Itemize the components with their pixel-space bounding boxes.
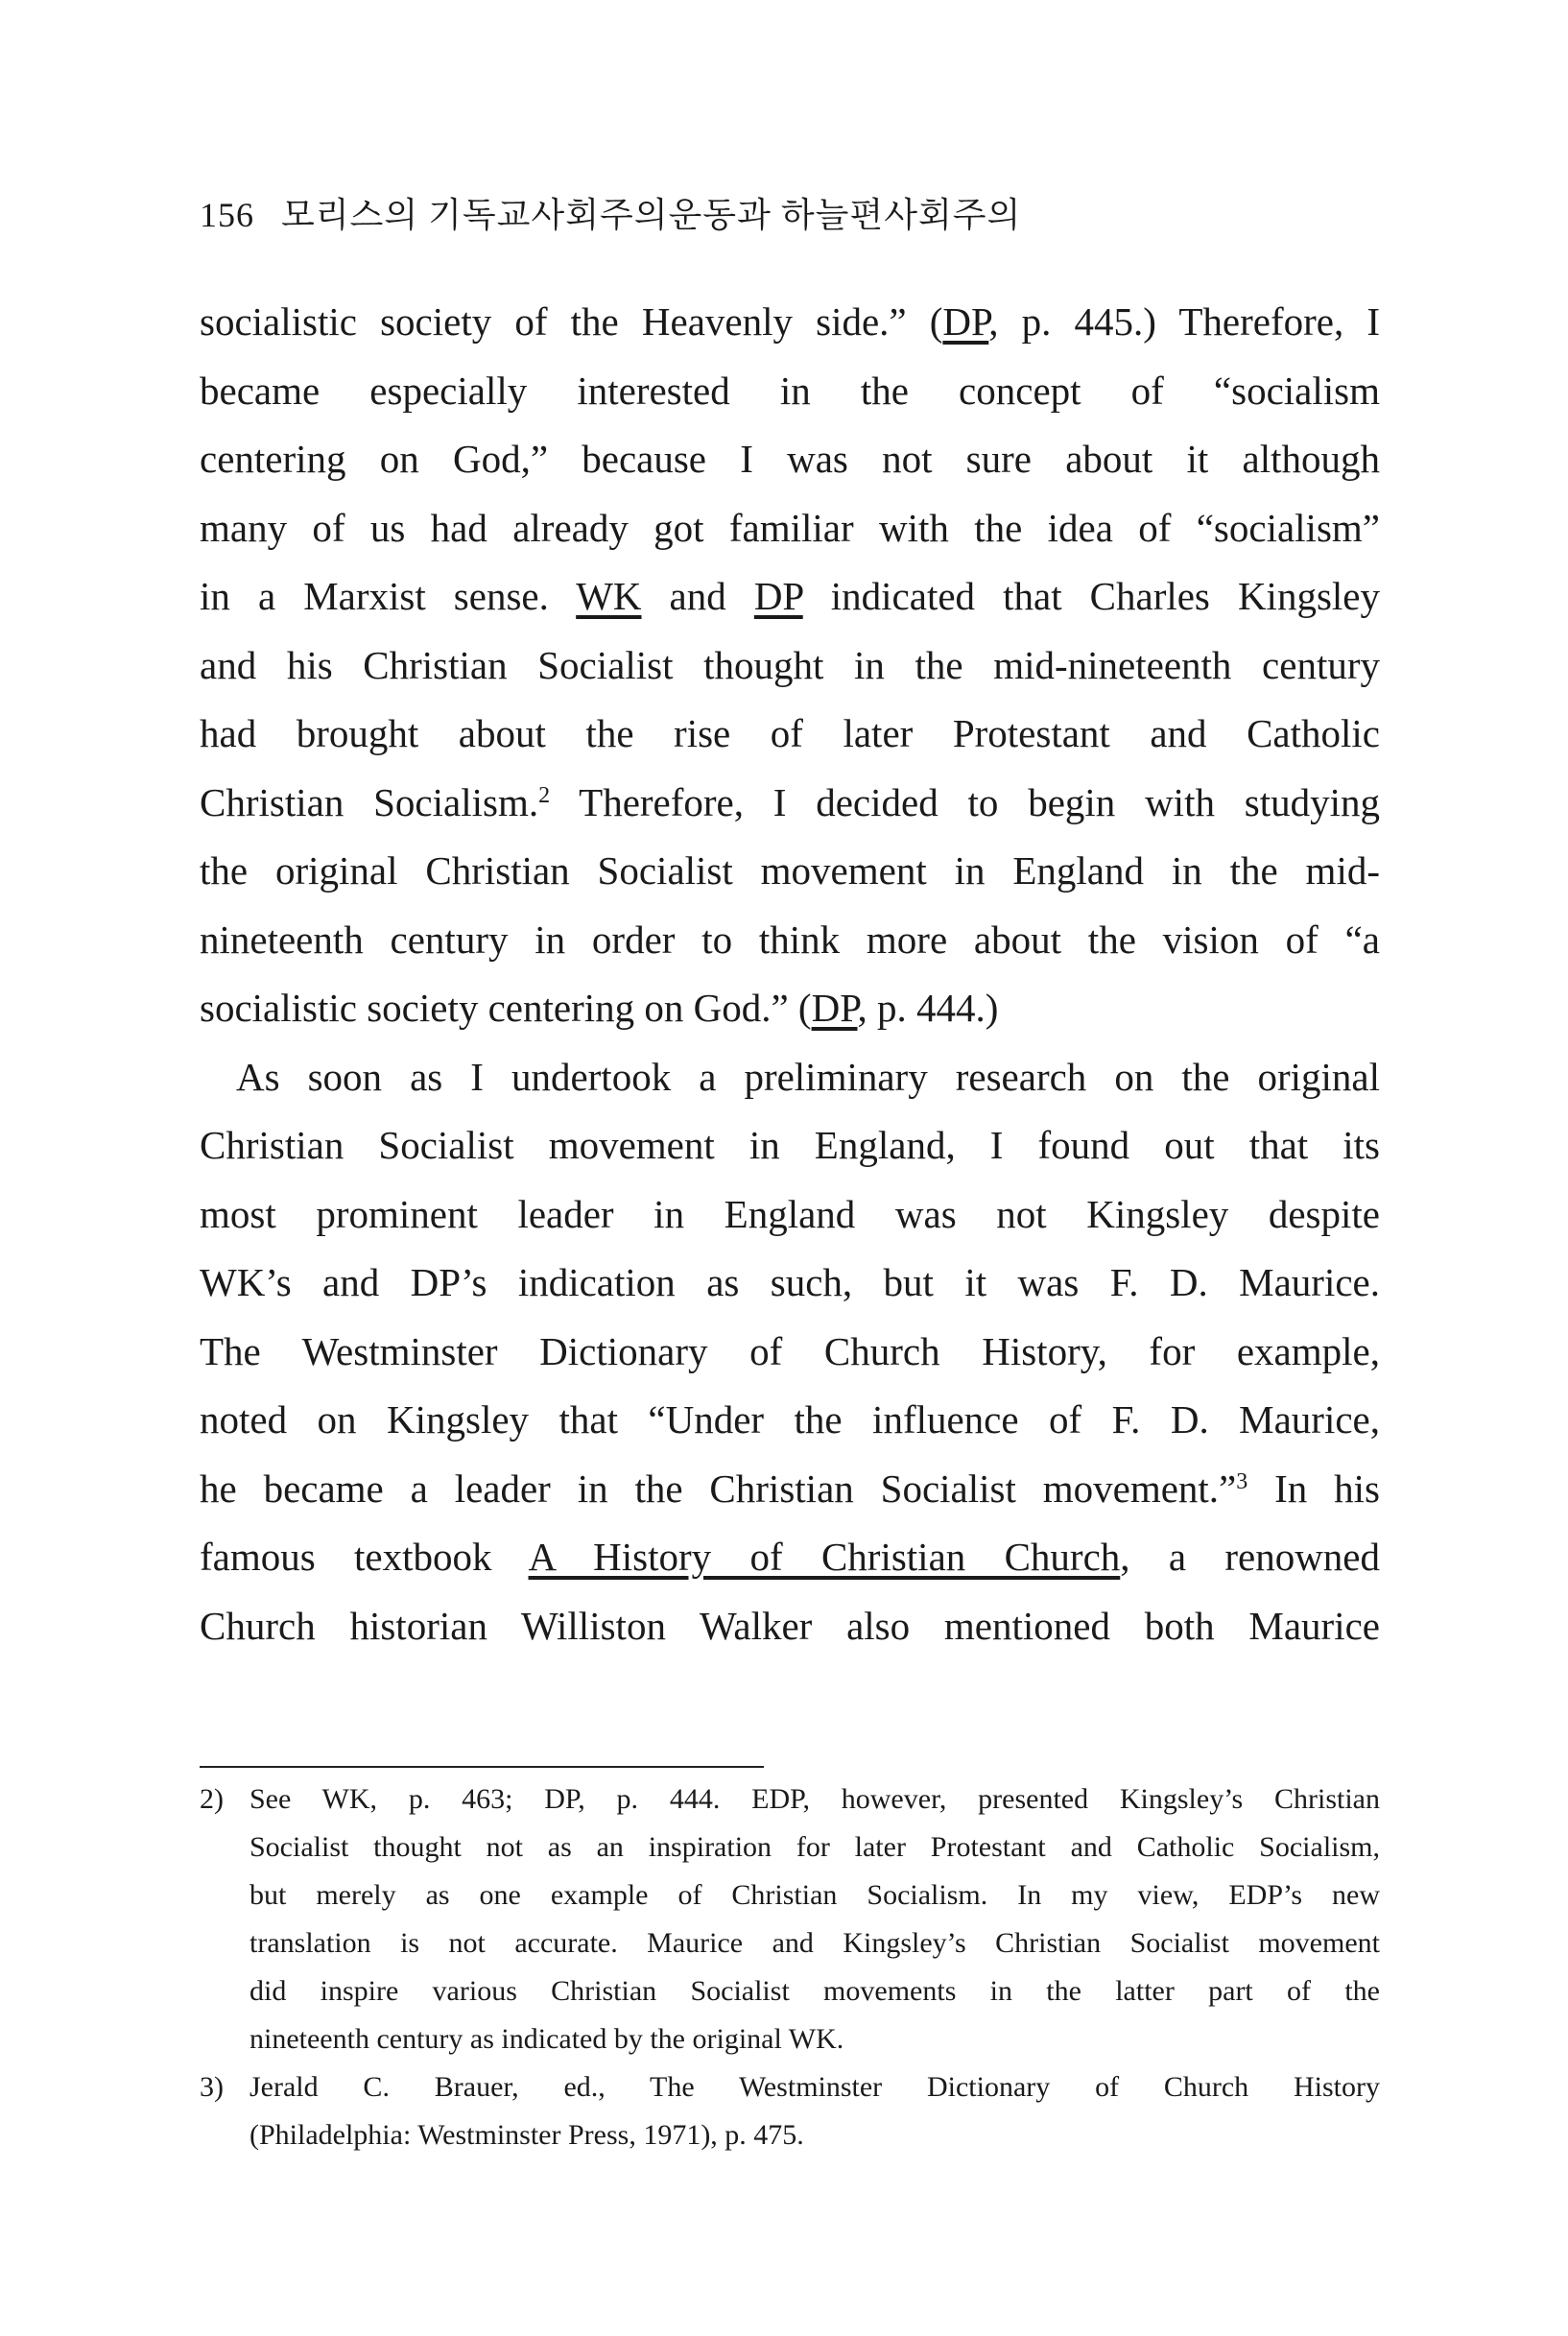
footnote-line: See WK, p. 463; DP, p. 444. EDP, however, presented Kingsley’s Christian: [249, 1783, 1380, 1815]
page-number: 156: [200, 196, 254, 234]
footnote-line: nineteenth century as indicated by the original WK.: [249, 2023, 844, 2055]
text-line: nineteenth century in order to think more about the vision of “a: [200, 917, 1380, 962]
running-title: 모리스의 기독교사회주의운동과 하늘편사회주의: [281, 196, 1022, 234]
footnote-divider: [200, 1766, 764, 1768]
abbrev-dp: DP: [811, 986, 858, 1030]
abbrev-dp: DP: [942, 299, 989, 344]
text-line: Church historian Williston Walker also mentioned both Maurice: [200, 1603, 1380, 1648]
text-line: noted on Kingsley that “Under the influence of F. D. Maurice,: [200, 1397, 1380, 1442]
footnote-ref-3[interactable]: 3: [1236, 1468, 1248, 1494]
text-line: centering on God,” because I was not sure about it although: [200, 437, 1380, 481]
running-header: [200, 188, 1021, 237]
text-line: had brought about the rise of later Protestant and Catholic: [200, 711, 1380, 755]
footnote-2: [200, 1776, 1380, 2063]
text-line: many of us had already got familiar with the idea of “socialism”: [200, 505, 1380, 550]
footnote-number: 3): [200, 2071, 224, 2103]
text-line: in a Marxist sense. WK and DP indicated that Charles Kingsley: [200, 574, 1380, 618]
book-title: A History of Christian Church: [528, 1535, 1121, 1579]
footnote-3: [200, 2063, 1380, 2159]
text-line: Christian Socialism.$^2$ Therefore, I decided to begin with studying: [200, 779, 1380, 824]
abbrev-wk: WK: [576, 574, 642, 618]
footnote-number: 2): [200, 1783, 224, 1815]
footnote-line: but merely as one example of Christian Socialism. In my view, EDP’s new: [249, 1879, 1380, 1911]
footnote-line: Socialist thought not as an inspiration for later Protestant and Catholic Socialism,: [249, 1831, 1380, 1863]
text-line: socialistic society centering on God.” (DP, p. 444.): [200, 986, 999, 1030]
footnotes: [200, 1776, 1380, 2159]
footnote-ref-2[interactable]: 2: [538, 782, 551, 808]
text-line: the original Christian Socialist movement in England in the mid-: [200, 848, 1380, 893]
footnote-line: Jerald C. Brauer, ed., The Westminster Dictionary of Church History: [249, 2071, 1380, 2103]
text-line: and his Christian Socialist thought in the mid-nineteenth century: [200, 642, 1380, 687]
text-line: most prominent leader in England was not Kingsley despite: [200, 1191, 1380, 1236]
text-line: he became a leader in the Christian Socialist movement.”$^3$ In his: [200, 1466, 1380, 1511]
abbrev-dp: DP: [753, 574, 803, 618]
text-line: became especially interested in the concept of “socialism: [200, 368, 1380, 413]
body-text: [200, 288, 1380, 1660]
text-line: WK’s and DP’s indication as such, but it was F. D. Maurice.: [200, 1260, 1380, 1304]
footnote-line: did inspire various Christian Socialist movements in the latter part of the: [249, 1975, 1380, 2007]
text-line: The Westminster Dictionary of Church History, for example,: [200, 1328, 1380, 1373]
footnote-line: translation is not accurate. Maurice and Kingsley’s Christian Socialist movement: [249, 1927, 1380, 1959]
text-line: socialistic society of the Heavenly side.” (DP, p. 445.) Therefore, I: [200, 299, 1380, 344]
text-line: famous textbook A History of Christian Church, a renowned: [200, 1535, 1380, 1579]
text-line: As soon as I undertook a preliminary research on the original: [236, 1054, 1380, 1099]
text-line: Christian Socialist movement in England, I found out that its: [200, 1123, 1380, 1167]
footnote-line: (Philadelphia: Westminster Press, 1971), p. 475.: [249, 2119, 804, 2151]
